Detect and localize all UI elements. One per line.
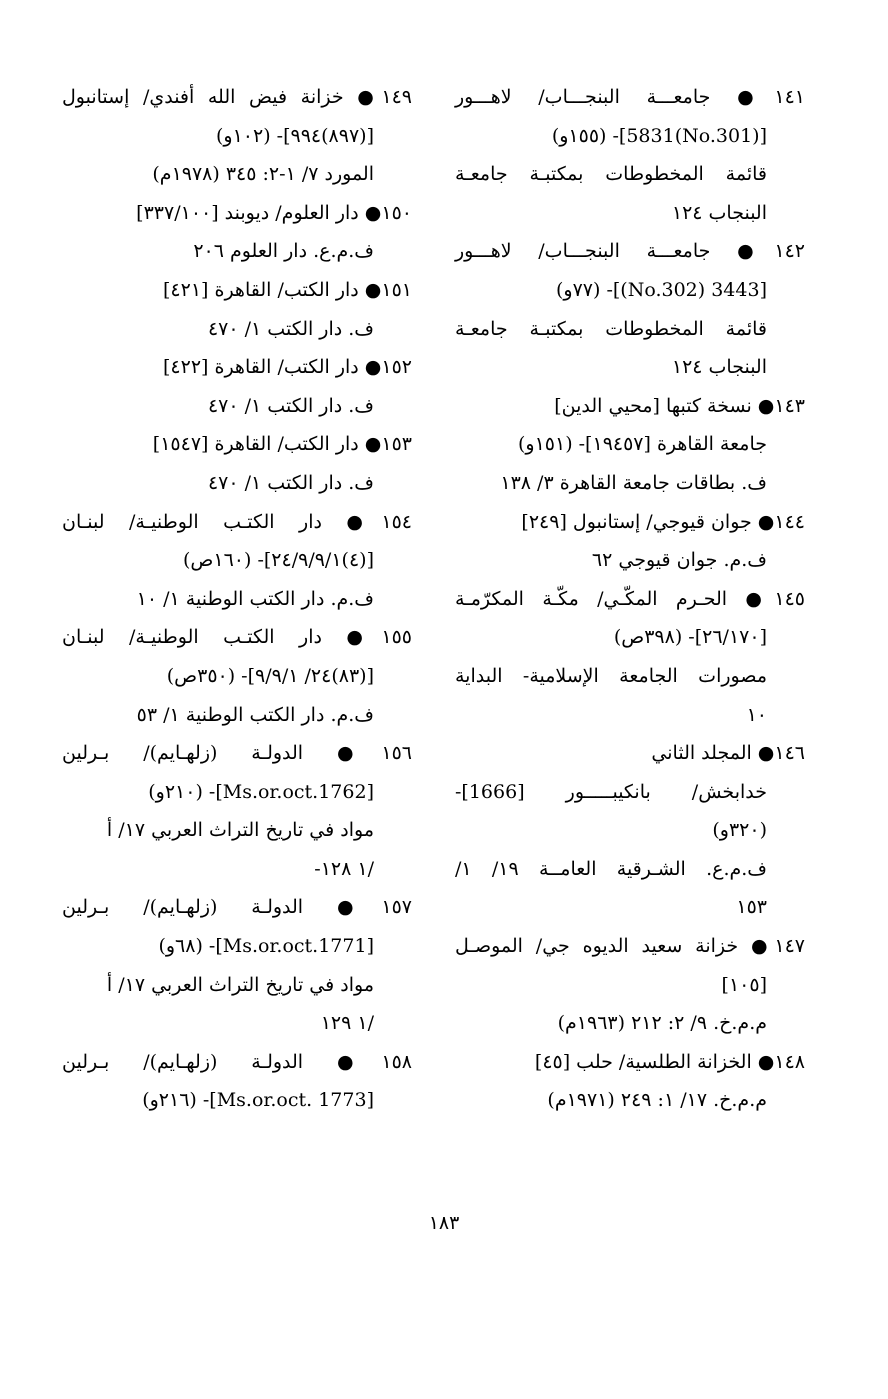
entry-146-heading: ١٤٦● المجلد الثاني	[651, 742, 805, 765]
entry-145-reference-cont: ١٠	[746, 703, 767, 726]
entry-143-reference: ف. بطاقات جامعة القاهرة ٣/ ١٣٨	[500, 471, 767, 494]
entry-145-heading: ١٤٥● الحـرم المكّـي/ مكّـة المكرّمـة	[455, 587, 805, 610]
entry-148-heading: ١٤٨● الخزانة الطلسية/ حلب [٤٥]	[534, 1050, 805, 1073]
entry-153-reference: ف. دار الكتب ١/ ٤٧٠	[207, 471, 374, 494]
entry-149-shelfmark: [(٨٩٧)٩٩٤]- (١٠٢و)	[215, 124, 374, 147]
entry-153-heading: ١٥٣● دار الكتب/ القاهرة [١٥٤٧]	[152, 433, 412, 456]
entry-158-shelfmark: [Ms.or.oct. 1773]- (٢١٦و)	[142, 1089, 374, 1112]
entry-155-heading: ١٥٥● دار الكتـب الوطنيـة/ لبنـان	[62, 626, 412, 649]
entry-146-shelfmark-cont: (٣٢٠و)	[712, 819, 767, 842]
entry-152-reference: ف. دار الكتب ١/ ٤٧٠	[207, 394, 374, 417]
entry-156-reference: مواد في تاريخ التراث العربي ١٧/ أ	[106, 819, 374, 842]
entry-146-reference-cont: ١٥٣	[736, 896, 767, 919]
entry-142-reference-cont: البنجاب ١٢٤	[671, 356, 767, 379]
entry-142-heading: ١٤٢● جامعـــة البنجـــاب/ لاهـــور	[455, 240, 805, 263]
entry-141-shelfmark: [(No.301)5831]- (١٥٥و)	[551, 124, 767, 147]
entry-152-heading: ١٥٢● دار الكتب/ القاهرة [٤٢٢]	[162, 356, 412, 379]
entry-145-shelfmark: [٢٦/١٧٠]- (٣٩٨ص)	[613, 626, 767, 649]
entry-141-reference: قائمة المخطوطات بمكتبـة جامعـة	[455, 163, 767, 186]
entry-156-heading: ١٥٦● الدولـة (زلهـايم)/ بـرلين	[62, 742, 412, 765]
entry-150-reference: ف.م.ع. دار العلوم ٢٠٦	[193, 240, 374, 263]
entry-148-reference: م.م.خ. ١٧/ ١: ٢٤٩ (١٩٧١م)	[547, 1089, 767, 1112]
entry-156-reference-cont: /١ ١٢٨-	[314, 857, 374, 880]
entry-155-shelfmark: [(٨٣)٢٤/ ٩/٩/١]- (٣٥٠ص)	[166, 664, 374, 687]
entry-150-heading: ١٥٠● دار العلوم/ ديوبند [٣٣٧/١٠٠]	[136, 201, 412, 224]
entry-157-heading: ١٥٧● الدولـة (زلهـايم)/ بـرلين	[62, 896, 412, 919]
entry-147-heading: ١٤٧● خزانة سعيد الديوه جي/ الموصـل	[455, 935, 805, 958]
entry-142-shelfmark: [3443 (No.302)]- (٧٧و)	[556, 278, 767, 301]
entry-154-heading: ١٥٤● دار الكتـب الوطنيـة/ لبنـان	[62, 510, 412, 533]
entry-143-heading: ١٤٣● نسخة كتبها [محيي الدين]	[554, 394, 805, 417]
left-column	[62, 78, 412, 1120]
entry-155-reference: ف.م. دار الكتب الوطنية ١/ ٥٣	[136, 703, 374, 726]
entry-141-reference-cont: البنجاب ١٢٤	[671, 201, 767, 224]
entry-156-shelfmark: [Ms.or.oct.1762]- (٢١٠و)	[148, 780, 374, 803]
entry-143-shelfmark: جامعة القاهرة [١٩٤٥٧]- (١٥١و)	[517, 433, 767, 456]
entry-141-heading: ١٤١● جامعـــة البنجـــاب/ لاهـــور	[455, 86, 805, 108]
right-column	[455, 78, 805, 1120]
entry-144-heading: ١٤٤● جوان قيوجي/ إستانبول [٢٤٩]	[521, 510, 805, 533]
page-number: ١٨٣	[428, 1212, 460, 1234]
entry-146-reference: ف.م.ع. الشـرقية العامــة ١٩/ ١/	[455, 857, 767, 880]
entry-149-heading: ١٤٩● خزانة فيض الله أفندي/ إستانبول	[62, 86, 412, 108]
entry-146-shelfmark: خدابخش/ بانكيبـــــور [1666]-	[455, 780, 767, 803]
entry-157-reference-cont: /١ ١٢٩	[320, 1012, 374, 1035]
entry-158-heading: ١٥٨● الدولـة (زلهـايم)/ بـرلين	[62, 1050, 412, 1073]
entry-149-reference: المورد ٧/ ١-٢: ٣٤٥ (١٩٧٨م)	[152, 163, 374, 186]
entry-144-reference: ف.م. جوان قيوجي ٦٢	[591, 549, 767, 572]
entry-154-shelfmark: [(٤)٢٤/٩/٩/١]- (١٦٠ص)	[182, 549, 374, 572]
entry-157-shelfmark: [Ms.or.oct.1771]- (٦٨و)	[158, 935, 374, 958]
entry-151-reference: ف. دار الكتب ١/ ٤٧٠	[207, 317, 374, 340]
entry-147-shelfmark: [١٠٥]	[721, 973, 767, 996]
entry-151-heading: ١٥١● دار الكتب/ القاهرة [٤٢١]	[162, 278, 412, 301]
entry-157-reference: مواد في تاريخ التراث العربي ١٧/ أ	[106, 973, 374, 996]
entry-147-reference: م.م.خ. ٩/ ٢: ٢١٢ (١٩٦٣م)	[557, 1012, 767, 1035]
entry-154-reference: ف.م. دار الكتب الوطنية ١/ ١٠	[136, 587, 374, 610]
entry-145-reference: مصورات الجامعة الإسلامية- البداية	[455, 664, 767, 687]
entry-142-reference: قائمة المخطوطات بمكتبـة جامعـة	[455, 317, 767, 340]
